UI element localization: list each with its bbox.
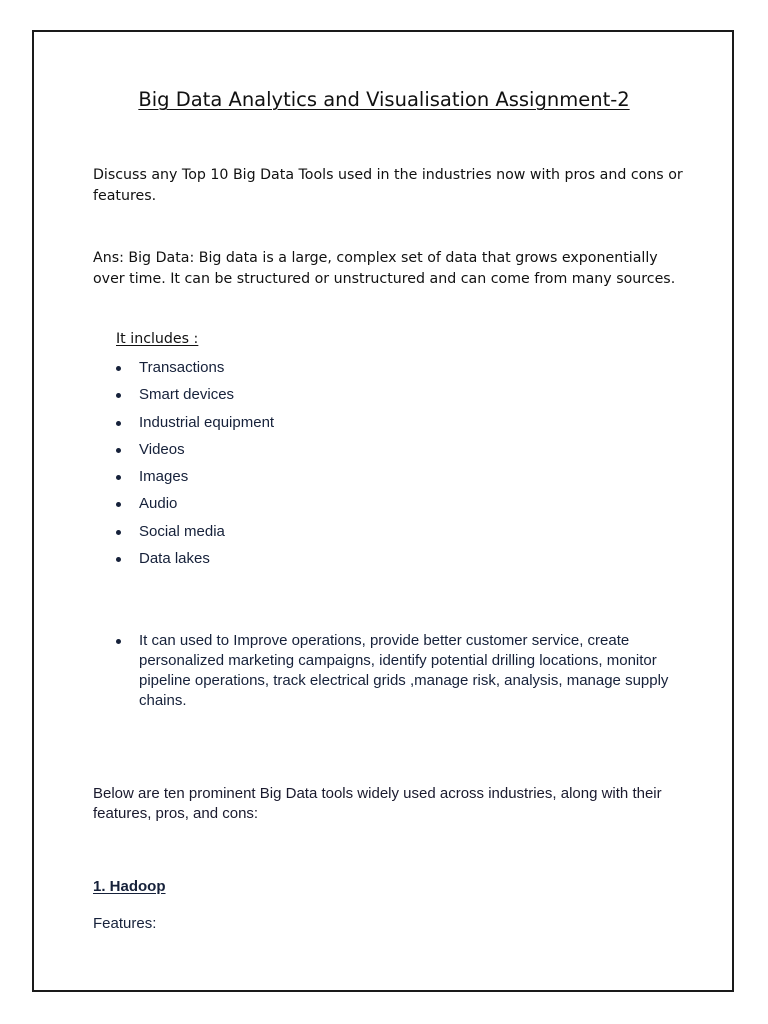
document-title: Big Data Analytics and Visualisation Assignment-2 [138,88,630,111]
includes-heading: It includes : [116,331,199,347]
bullet-icon [116,475,121,480]
tool-1-heading: 1. Hadoop [93,878,166,895]
bullet-icon [116,421,121,426]
list-item: Data lakes [0,549,274,576]
list-item: Smart devices [0,385,274,412]
bullet-icon [116,557,121,562]
tools-intro-paragraph: Below are ten prominent Big Data tools widely used across industries, along with their features, pros, and cons: [93,785,662,822]
bullet-icon [116,639,121,644]
list-item: Images [0,467,274,494]
tool-1-features-label: Features: [93,915,157,932]
list-item: Transactions [0,358,274,385]
includes-list [0,358,274,576]
bullet-icon [116,448,121,453]
question-paragraph: Discuss any Top 10 Big Data Tools used in the industries now with pros and cons or features. [93,167,683,204]
list-item: Industrial equipment [0,413,274,440]
bullet-icon [116,366,121,371]
answer-intro-paragraph: Ans: Big Data: Big data is a large, complex set of data that grows exponentially over time. It can be structured or unstructured and can come from many sources. [93,250,676,287]
list-item: Social media [0,522,274,549]
bullet-icon [116,530,121,535]
uses-bullet-text: It can used to Improve operations, provide better customer service, create personalized marketing campaigns, identify potential drilling locations, monitor pipeline operations, track electrical grids ,manage risk, analysis, manage supply chains. [139,632,669,709]
list-item: Audio [0,494,274,521]
bullet-icon [116,502,121,507]
bullet-icon [116,393,121,398]
list-item: Videos [0,440,274,467]
